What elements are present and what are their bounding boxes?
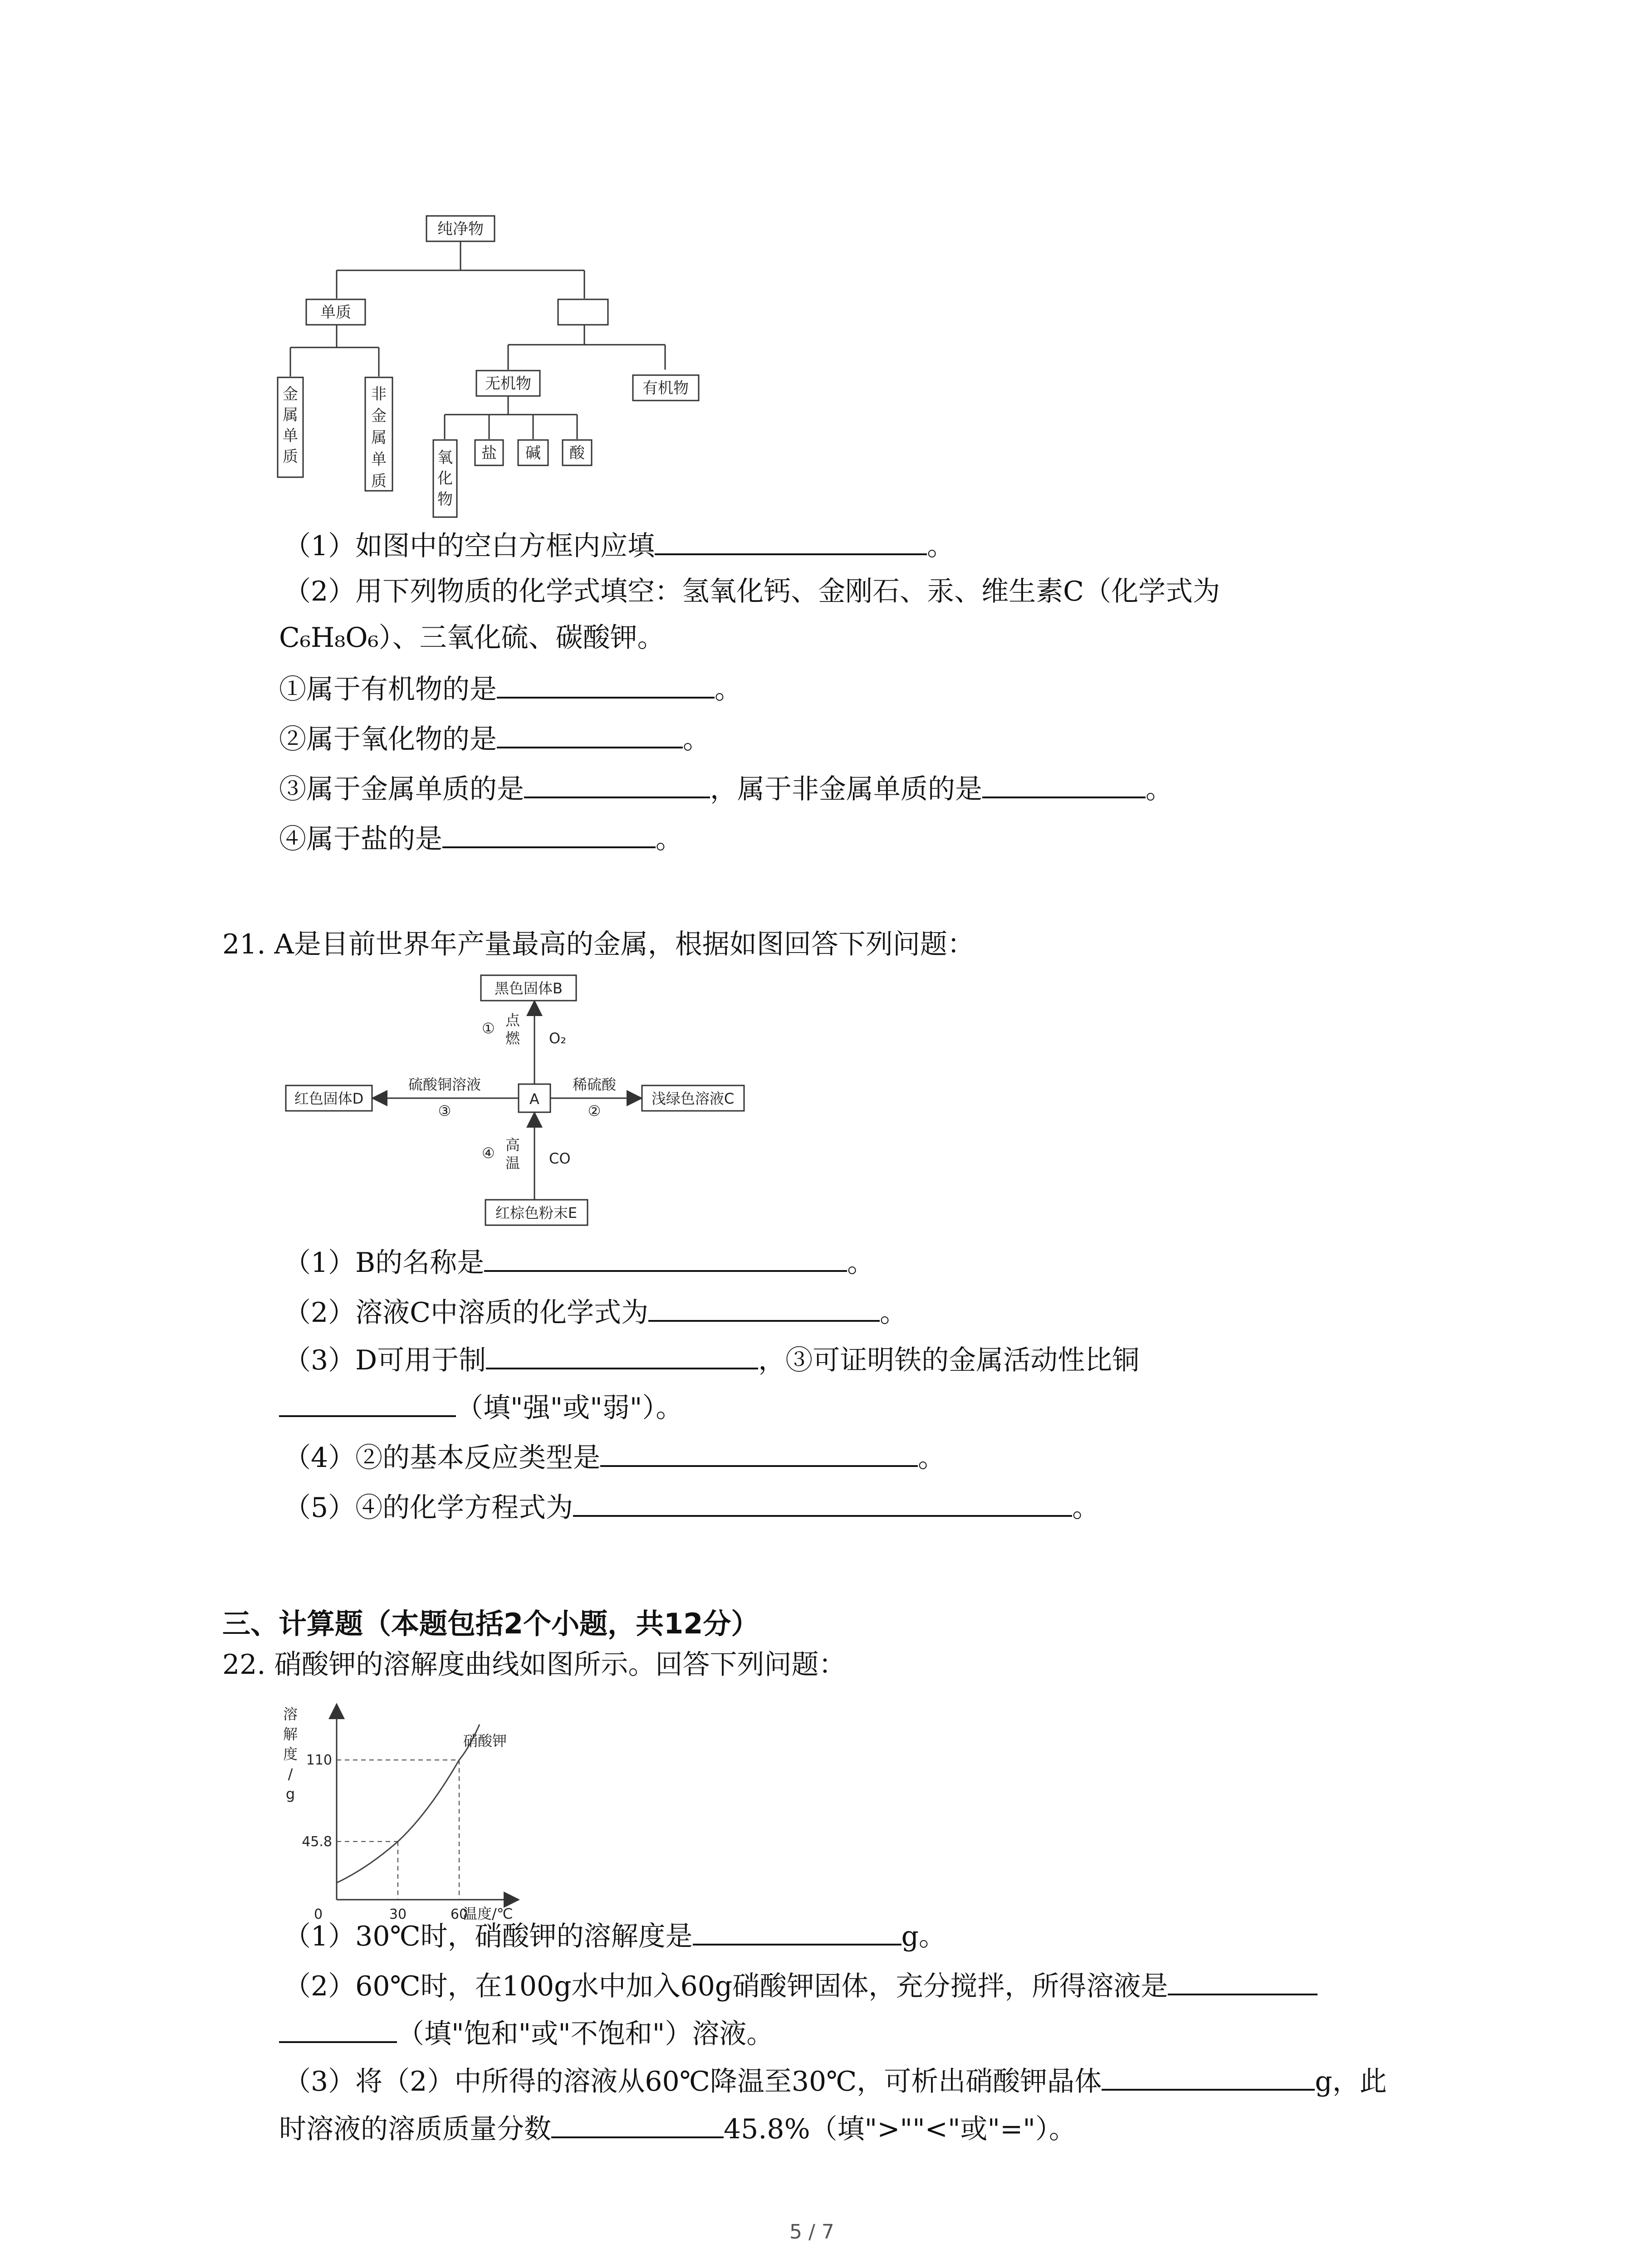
page-number: 5 / 7	[789, 2220, 834, 2244]
substance-classification-diagram	[272, 209, 726, 522]
q21-blank-b[interactable]	[484, 1243, 847, 1272]
q22-blank-solubility[interactable]	[693, 1916, 901, 1945]
q20-sub2: ②属于氧化物的是 。	[279, 719, 710, 758]
q20-part2-line1: （2）用下列物质的化学式填空：氢氧化钙、金刚石、汞、维生素C（化学式为	[284, 576, 1220, 607]
q20-sub1: ①属于有机物的是 。	[279, 670, 742, 709]
tree-inorganic-label: 无机物	[485, 375, 531, 393]
node-black-solid-b: 黑色固体B	[495, 980, 563, 997]
q21-blank-equation[interactable]	[573, 1488, 1072, 1517]
q20-sub4: ④属于盐的是 。	[279, 819, 683, 858]
q21-part5: （5）④的化学方程式为 。	[284, 1488, 1099, 1527]
q21-blank-reaction-type[interactable]	[600, 1438, 918, 1467]
x-tick-label: 60	[450, 1906, 468, 1922]
tree-root-label: 纯净物	[437, 220, 484, 238]
q21-part3-cont: （填"强"或"弱"）。	[279, 1388, 683, 1427]
tree-organic-label: 有机物	[642, 379, 689, 397]
q21-part4: （4）②的基本反应类型是 。	[284, 1438, 945, 1477]
series-line-kno3	[337, 1725, 480, 1883]
tree-base-label: 碱	[525, 444, 541, 462]
reagent-co: CO	[549, 1150, 571, 1167]
x-tick-label: 30	[389, 1906, 407, 1922]
q20-part2-line2: C₆H₈O₆）、三氧化硫、碳酸钾。	[279, 622, 665, 654]
cond-high-temp: ④ 高温	[482, 1136, 520, 1172]
x-axis-label: 温度/℃	[463, 1905, 513, 1922]
y-tick-label: 45.8	[302, 1833, 332, 1850]
q21-part3: （3）D可用于制 ，③可证明铁的金属活动性比铜	[284, 1340, 1139, 1379]
q22-blank-saturation-1[interactable]	[1168, 1966, 1318, 1995]
y-axis-label: 溶解度/ g	[283, 1706, 298, 1803]
q22-stem: 22. 硝酸钾的溶解度曲线如图所示。回答下列问题：	[222, 1649, 846, 1681]
node-red-solid-d: 红色固体D	[294, 1090, 364, 1107]
q22-blank-saturation-2[interactable]	[279, 2014, 397, 2043]
q22-part1: （1）30℃时，硝酸钾的溶解度是 g。	[284, 1916, 946, 1955]
y-tick-label: 110	[306, 1752, 332, 1768]
cond-ignite: ① 点燃	[482, 1012, 520, 1047]
q22-part2-cont: （填"饱和"或"不饱和"）溶液。	[279, 2014, 774, 2053]
reagent-copper-sulfate: 硫酸铜溶液	[408, 1076, 481, 1093]
q20-blank-1[interactable]	[655, 526, 927, 555]
section3-title: 三、计算题（本题包括2个小题，共12分）	[222, 1607, 759, 1640]
reaction-3-marker: ③	[438, 1102, 451, 1119]
tree-metal-label: 金属单质	[283, 385, 298, 466]
q21-part2: （2）溶液C中溶质的化学式为 。	[284, 1293, 907, 1332]
q21-part1: （1）B的名称是 。	[284, 1243, 874, 1282]
origin-label: 0	[314, 1906, 323, 1922]
q20-blank-organic[interactable]	[497, 670, 715, 699]
q20-blank-metal[interactable]	[524, 769, 710, 798]
q22-part2: （2）60℃时，在100g水中加入60g硝酸钾固体，充分搅拌，所得溶液是	[284, 1966, 1318, 2005]
tree-acid-label: 酸	[569, 444, 585, 462]
q21-blank-activity[interactable]	[279, 1388, 456, 1417]
tree-salt-label: 盐	[481, 444, 497, 462]
q22-blank-compare[interactable]	[551, 2109, 724, 2138]
q21-blank-d-use[interactable]	[486, 1340, 758, 1369]
iron-reaction-diagram	[281, 971, 762, 1238]
series-label: 硝酸钾	[463, 1732, 507, 1750]
reagent-o2: O₂	[549, 1030, 567, 1047]
q20-sub3: ③属于金属单质的是 ，属于非金属单质的是 。	[279, 769, 1173, 808]
reaction-2-marker: ②	[588, 1102, 601, 1119]
q22-part3: （3）将（2）中所得的溶液从60℃降温至30℃，可析出硝酸钾晶体 g，此	[284, 2062, 1387, 2101]
q21-stem: 21. A是目前世界年产量最高的金属，根据如图回答下列问题：	[222, 929, 975, 960]
q20-blank-oxide[interactable]	[497, 719, 683, 748]
q21-blank-c[interactable]	[648, 1293, 880, 1322]
tree-nonmetal-label: 非金属单质	[371, 385, 387, 490]
node-light-green-solution-c: 浅绿色溶液C	[651, 1090, 735, 1107]
q22-part3-cont: 时溶液的溶质质量分数 45.8%（填">""<"或"="）。	[279, 2109, 1076, 2148]
q20-part1: （1）如图中的空白方框内应填 。	[284, 526, 954, 565]
solubility-chart	[272, 1701, 554, 1923]
node-red-brown-powder-e: 红棕色粉末E	[495, 1204, 578, 1222]
q20-blank-nonmetal[interactable]	[982, 769, 1146, 798]
reagent-dilute-sulfuric-acid: 稀硫酸	[572, 1076, 617, 1093]
tree-elemental-label: 单质	[320, 303, 351, 322]
q22-blank-crystal-mass[interactable]	[1102, 2062, 1315, 2091]
q20-blank-salt[interactable]	[442, 819, 656, 848]
node-a: A	[529, 1090, 539, 1108]
tree-oxide-label: 氧化物	[437, 449, 453, 508]
